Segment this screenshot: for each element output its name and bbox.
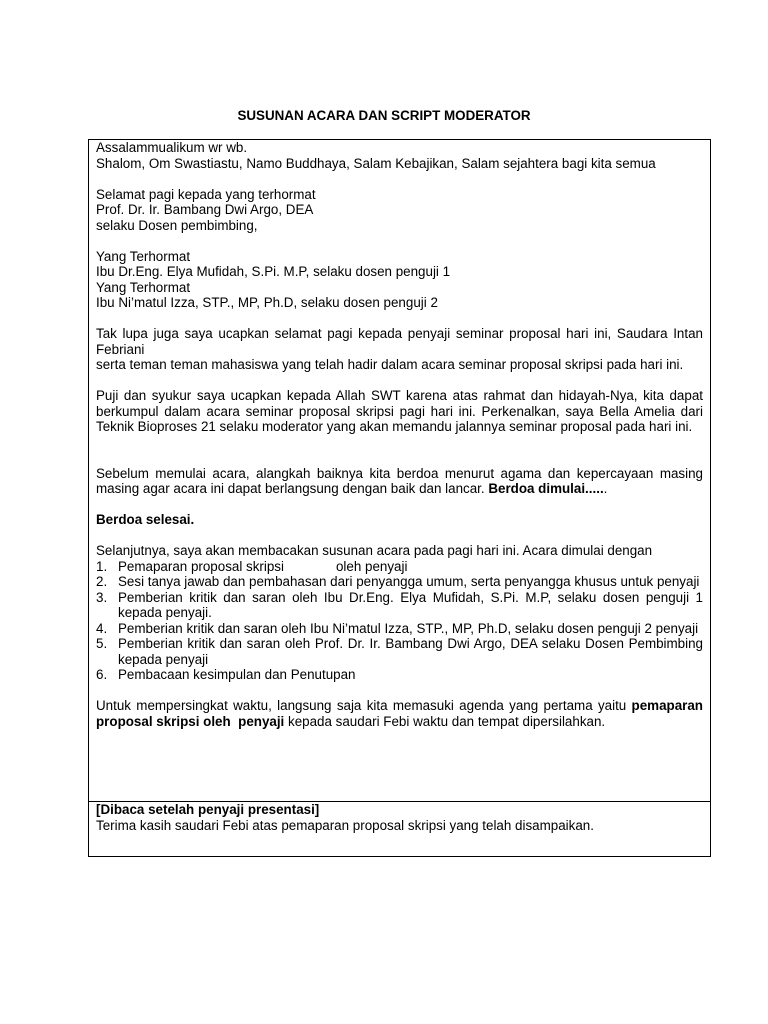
agenda-item: 1. Pemaparan proposal skripsi oleh penyaji: [96, 558, 408, 574]
thanks-paragraph-1: Tak lupa juga saya ucapkan selamat pagi kepada penyaji seminar proposal hari ini, Saudara Intan Febriani: [96, 326, 703, 357]
respect2-line-2: Ibu Dr.Eng. Elya Mufidah, S.Pi. M.P, selaku dosen penguji 1: [96, 264, 451, 279]
greeting-line-1: Assalammualikum wr wb.: [96, 140, 248, 155]
prayer-start: Berdoa dimulai.....: [488, 481, 604, 496]
closing-paragraph: Untuk mempersingkat waktu, langsung saja kita memasuki agenda yang pertama yaitu pemaparan proposal skripsi oleh penyaji kepada saudari Febi waktu dan tempat dipersilahkan.: [96, 698, 703, 729]
respect2-line-3: Yang Terhormat: [96, 279, 191, 295]
agenda-intro: Selanjutnya, saya akan membacakan susunan acara pada pagi hari ini. Acara dimulai dengan: [96, 543, 653, 558]
agenda-item: 2. Sesi tanya jawab dan pembahasan dari penyangga umum, serta penyangga khusus untuk penyaji: [96, 574, 700, 589]
prayer-paragraph: [96, 466, 703, 497]
document-title: SUSUNAN ACARA DAN SCRIPT MODERATOR: [237, 108, 531, 123]
intro-paragraph: Puji dan syukur saya ucapkan kepada Allah SWT karena atas rahmat dan hidayah-Nya, kita dapat berkumpul dalam acara seminar proposal skripsi pagi hari ini. Perkenalkan, saya Bella Amelia dari Teknik Bioproses 21 selaku moderator yang akan memandu jalannya seminar proposal pada hari ini.: [96, 388, 703, 434]
agenda-item: 3. Pemberian kritik dan saran oleh Ibu Dr.Eng. Elya Mufidah, S.Pi. M.P, selaku dosen penguji 1 kepada penyaji.: [96, 589, 703, 620]
agenda-item: 5. Pemberian kritik dan saran oleh Prof. Dr. Ir. Bambang Dwi Argo, DEA selaku Dosen Pembimbing kepada penyaji: [96, 636, 703, 667]
script-content: [96, 140, 703, 729]
agenda-item: 4. Pemberian kritik dan saran oleh Ibu Ni’matul Izza, STP., MP, Ph.D, selaku dosen penguji 2 penyaji: [96, 620, 699, 636]
respect2-line-4: Ibu Ni’matul Izza, STP., MP, Ph.D, selaku dosen penguji 2: [96, 295, 438, 310]
after-heading: [Dibaca setelah penyaji presentasi]: [96, 802, 320, 817]
greeting-line-2: Shalom, Om Swastiastu, Namo Buddhaya, Salam Kebajikan, Salam sejahtera bagi kita semua: [96, 155, 656, 171]
respect-line-1: Selamat pagi kepada yang terhormat: [96, 186, 316, 202]
script-box: [88, 139, 711, 857]
prayer-done: Berdoa selesai.: [96, 512, 195, 527]
prayer-end: .: [603, 481, 608, 496]
prayer-text: Sebelum memulai acara, alangkah baiknya kita berdoa menurut agama dan kepercayaan masing masing agar acara ini dapat berlangsung dengan baik dan lancar.: [96, 465, 703, 496]
respect-line-3: selaku Dosen pembimbing,: [96, 217, 258, 233]
respect-line-2: Prof. Dr. Ir. Bambang Dwi Argo, DEA: [96, 202, 314, 217]
after-text: Terima kasih saudari Febi atas pemaparan proposal skripsi yang telah disampaikan.: [96, 817, 594, 833]
after-presentation-section: [96, 802, 703, 833]
agenda-item: 6. Pembacaan kesimpulan dan Penutupan: [96, 667, 356, 682]
agenda-list: [96, 559, 703, 683]
thanks-paragraph-2: serta teman teman mahasiswa yang telah hadir dalam acara seminar proposal skripsi pada hari ini.: [96, 357, 684, 372]
respect2-line-1: Yang Terhormat: [96, 248, 191, 264]
